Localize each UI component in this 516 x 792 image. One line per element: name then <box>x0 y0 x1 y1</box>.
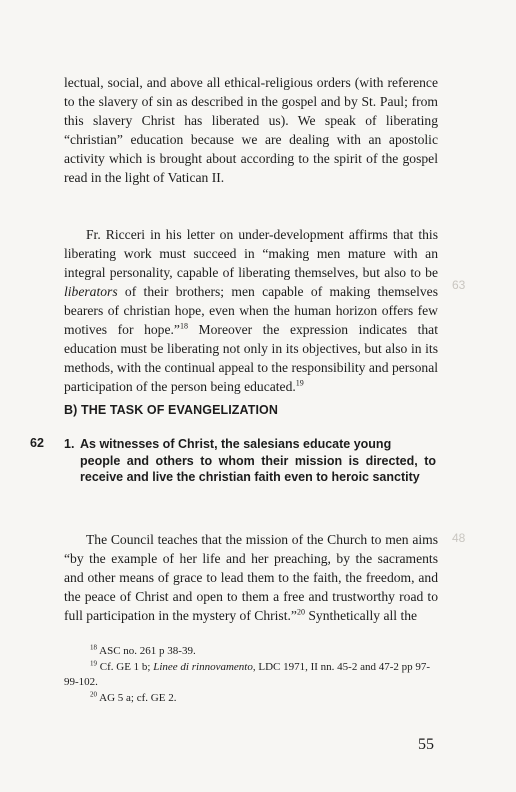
subsection-heading-line-1: As witnesses of Christ, the salesians educate young <box>80 437 392 451</box>
bleed-through-number-b: 48 <box>452 531 466 545</box>
footnote-19 <box>64 660 438 691</box>
footnote-mark-18: 18 <box>90 643 97 652</box>
footnote-19-italic: Linee di rinnovamento <box>153 660 253 673</box>
footnote-20 <box>64 691 438 707</box>
footnote-18 <box>64 644 438 660</box>
footnote-19-text-b: , LDC 1971, II nn. 45-2 and 47-2 pp 97-99-102. <box>64 660 431 688</box>
subsection-heading-rest: people and others to whom their mission is directed, to receive and live the christian faith even to heroic sanctity <box>80 453 436 484</box>
body-paragraph-3 <box>64 530 438 625</box>
paragraph-2-text-a: Fr. Ricceri in his letter on under-development affirms that this liberating work must succeed in “making men mature with an integral personality, capable of liberating themselves, but also to be <box>64 227 438 280</box>
section-heading: B) THE TASK OF EVANGELIZATION <box>64 403 279 417</box>
footnote-mark-20: 20 <box>90 689 97 698</box>
footnote-ref-19[interactable]: 19 <box>295 378 304 388</box>
subsection-number: 1. <box>64 437 75 451</box>
footnote-20-text: AG 5 a; cf. GE 2. <box>99 691 177 704</box>
paragraph-3-tail: Synthetically all the <box>304 608 418 623</box>
subsection-heading <box>64 436 436 486</box>
body-paragraph-2 <box>64 225 438 396</box>
paragraph-2-text-c: Moreover the expression indicates that education must be liberating not only in its objectives, but also in its methods, with the continual appeal to the responsibility and personal participation of the person being educated. <box>64 322 438 394</box>
bleed-through-number-a: 63 <box>452 278 466 292</box>
paragraph-3-text: The Council teaches that the mission of the Church to men aims “by the example of her life and her preaching, by the sacraments and other means of grace to lead them to the faith, the freedom, and the peace of Christ and open to them a free and trustworthy road to full participation in the mystery of Christ.” <box>64 532 438 623</box>
paragraph-1-text: lectual, social, and above all ethical-religious orders (with reference to the slavery of sin as described in the gospel and by St. Paul; from this slavery Christ has liberated us). We speak of liberating “christian” education because we are dealing with an apostolic activity which is brought about according to the spirit of the gospel read in the light of Vatican II. <box>64 75 438 185</box>
footnote-mark-19: 19 <box>90 658 97 667</box>
margin-paragraph-number: 62 <box>30 436 44 450</box>
body-paragraph-1 <box>64 73 438 187</box>
footnote-ref-20[interactable]: 20 <box>296 607 305 617</box>
paragraph-2-text-b: of their brothers; men capable of making themselves bearers of christian hope, even when the human horizon offers few motives for hope.” <box>64 284 438 337</box>
paragraph-2-italic: liberators <box>64 284 118 299</box>
page-number: 55 <box>418 736 434 753</box>
footnote-ref-18[interactable]: 18 <box>179 321 188 331</box>
footnote-18-text: ASC no. 261 p 38-39. <box>99 645 196 657</box>
footnotes <box>64 644 438 706</box>
footnote-19-text-a: Cf. GE 1 b; <box>99 660 154 673</box>
